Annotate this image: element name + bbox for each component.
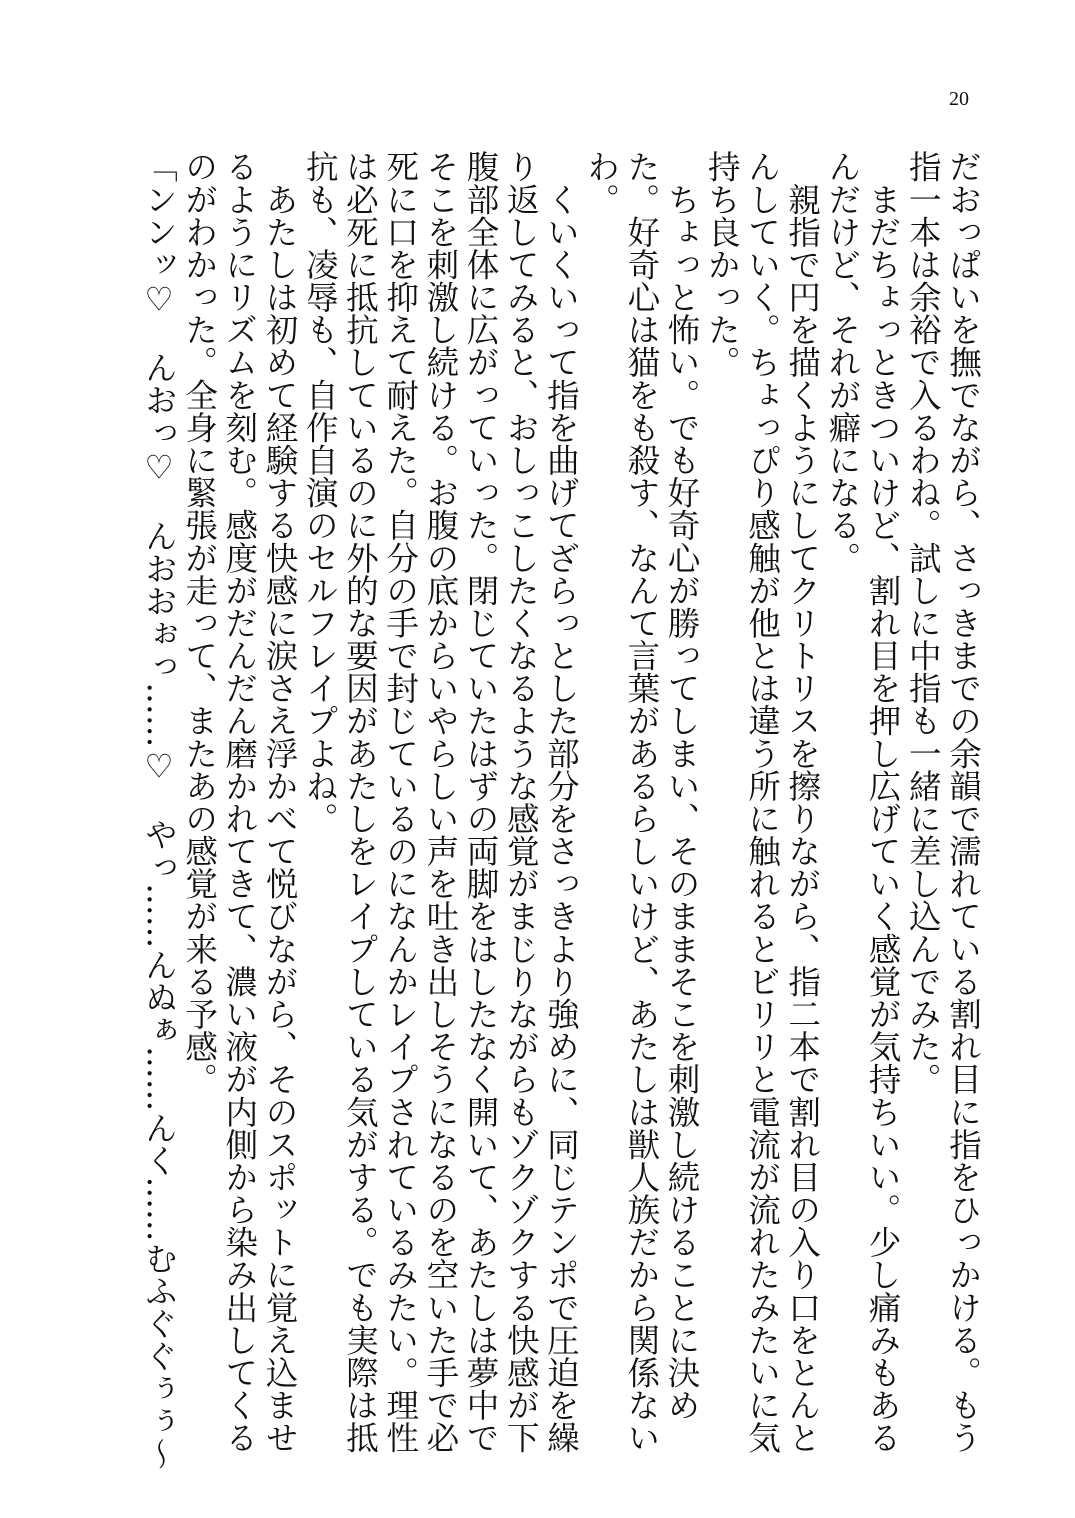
paragraph-5: くいくいって指を曲げてざらっとした部分をさっきより強めに、同じテンポで圧迫を繰り返してみると、おしっこしたくなるような感覚がまじりながらもゾクゾクする快感が下腹部全体に広がっていった。閉じていたはずの両脚をはしたなく開いて、あたしは夢中でそこを刺激し続ける。お腹の底からいやらしい声を吐き出しそうになるのを空いた手で必死に口を抑えて耐えた。自分の手で封じているのになんかレイプされているみたい。理性は必死に抵抗しているのに外的な要因があたしをレイプしている気がする。でも実際は抵抗も、凌辱も、自作自演のセルフレイプよね。 [300,150,580,1454]
paragraph-6: あたしは初めて経験する快感に涙さえ浮かべて悦びながら、そのスポットに覚え込ませるようにリズムを刻む。感度がだんだん磨かれてきて、濃い液が内側から染み出してくるのがわかった。全身に緊張が走って、またあの感覚が来る予感。 [180,150,299,1454]
paragraph-4: ちょっと怖い。でも好奇心が勝ってしまい、そのままそこを刺激し続けることに決めた。好奇心は猫をも殺す、なんて言葉があるらしいけど、あたしは獣人族だから関係ないわ。 [582,150,701,1454]
page-number: 20 [949,88,969,110]
novel-text-body [83,150,983,1480]
paragraph-3: 親指で円を描くようにしてクリトリスを擦りながら、指二本で割れ目の入り口をとんとんしていく。ちょっぴり感触が他とは違う所に触れるとビリリと電流が流れたみたいに気持ち良かった。 [702,150,822,1454]
paragraph-2: まだちょっときついけど、割れ目を押し広げていく感覚が気持ちいい。少し痛みもあるんだけど、それが癖になる。 [823,150,902,1454]
paragraph-1: だおっぱいを撫でながら、さっきまでの余韻で濡れている割れ目に指をひっかける。もう指一本は余裕で入るわね。試しに中指も一緒に差し込んでみた。 [903,150,982,1454]
paragraph-7: 「ンンッ♡ んおっ♡ んおおぉっ……♡ やっ……んぬぁ……んく……むふぐぐぅぅ〜 [139,150,178,1470]
